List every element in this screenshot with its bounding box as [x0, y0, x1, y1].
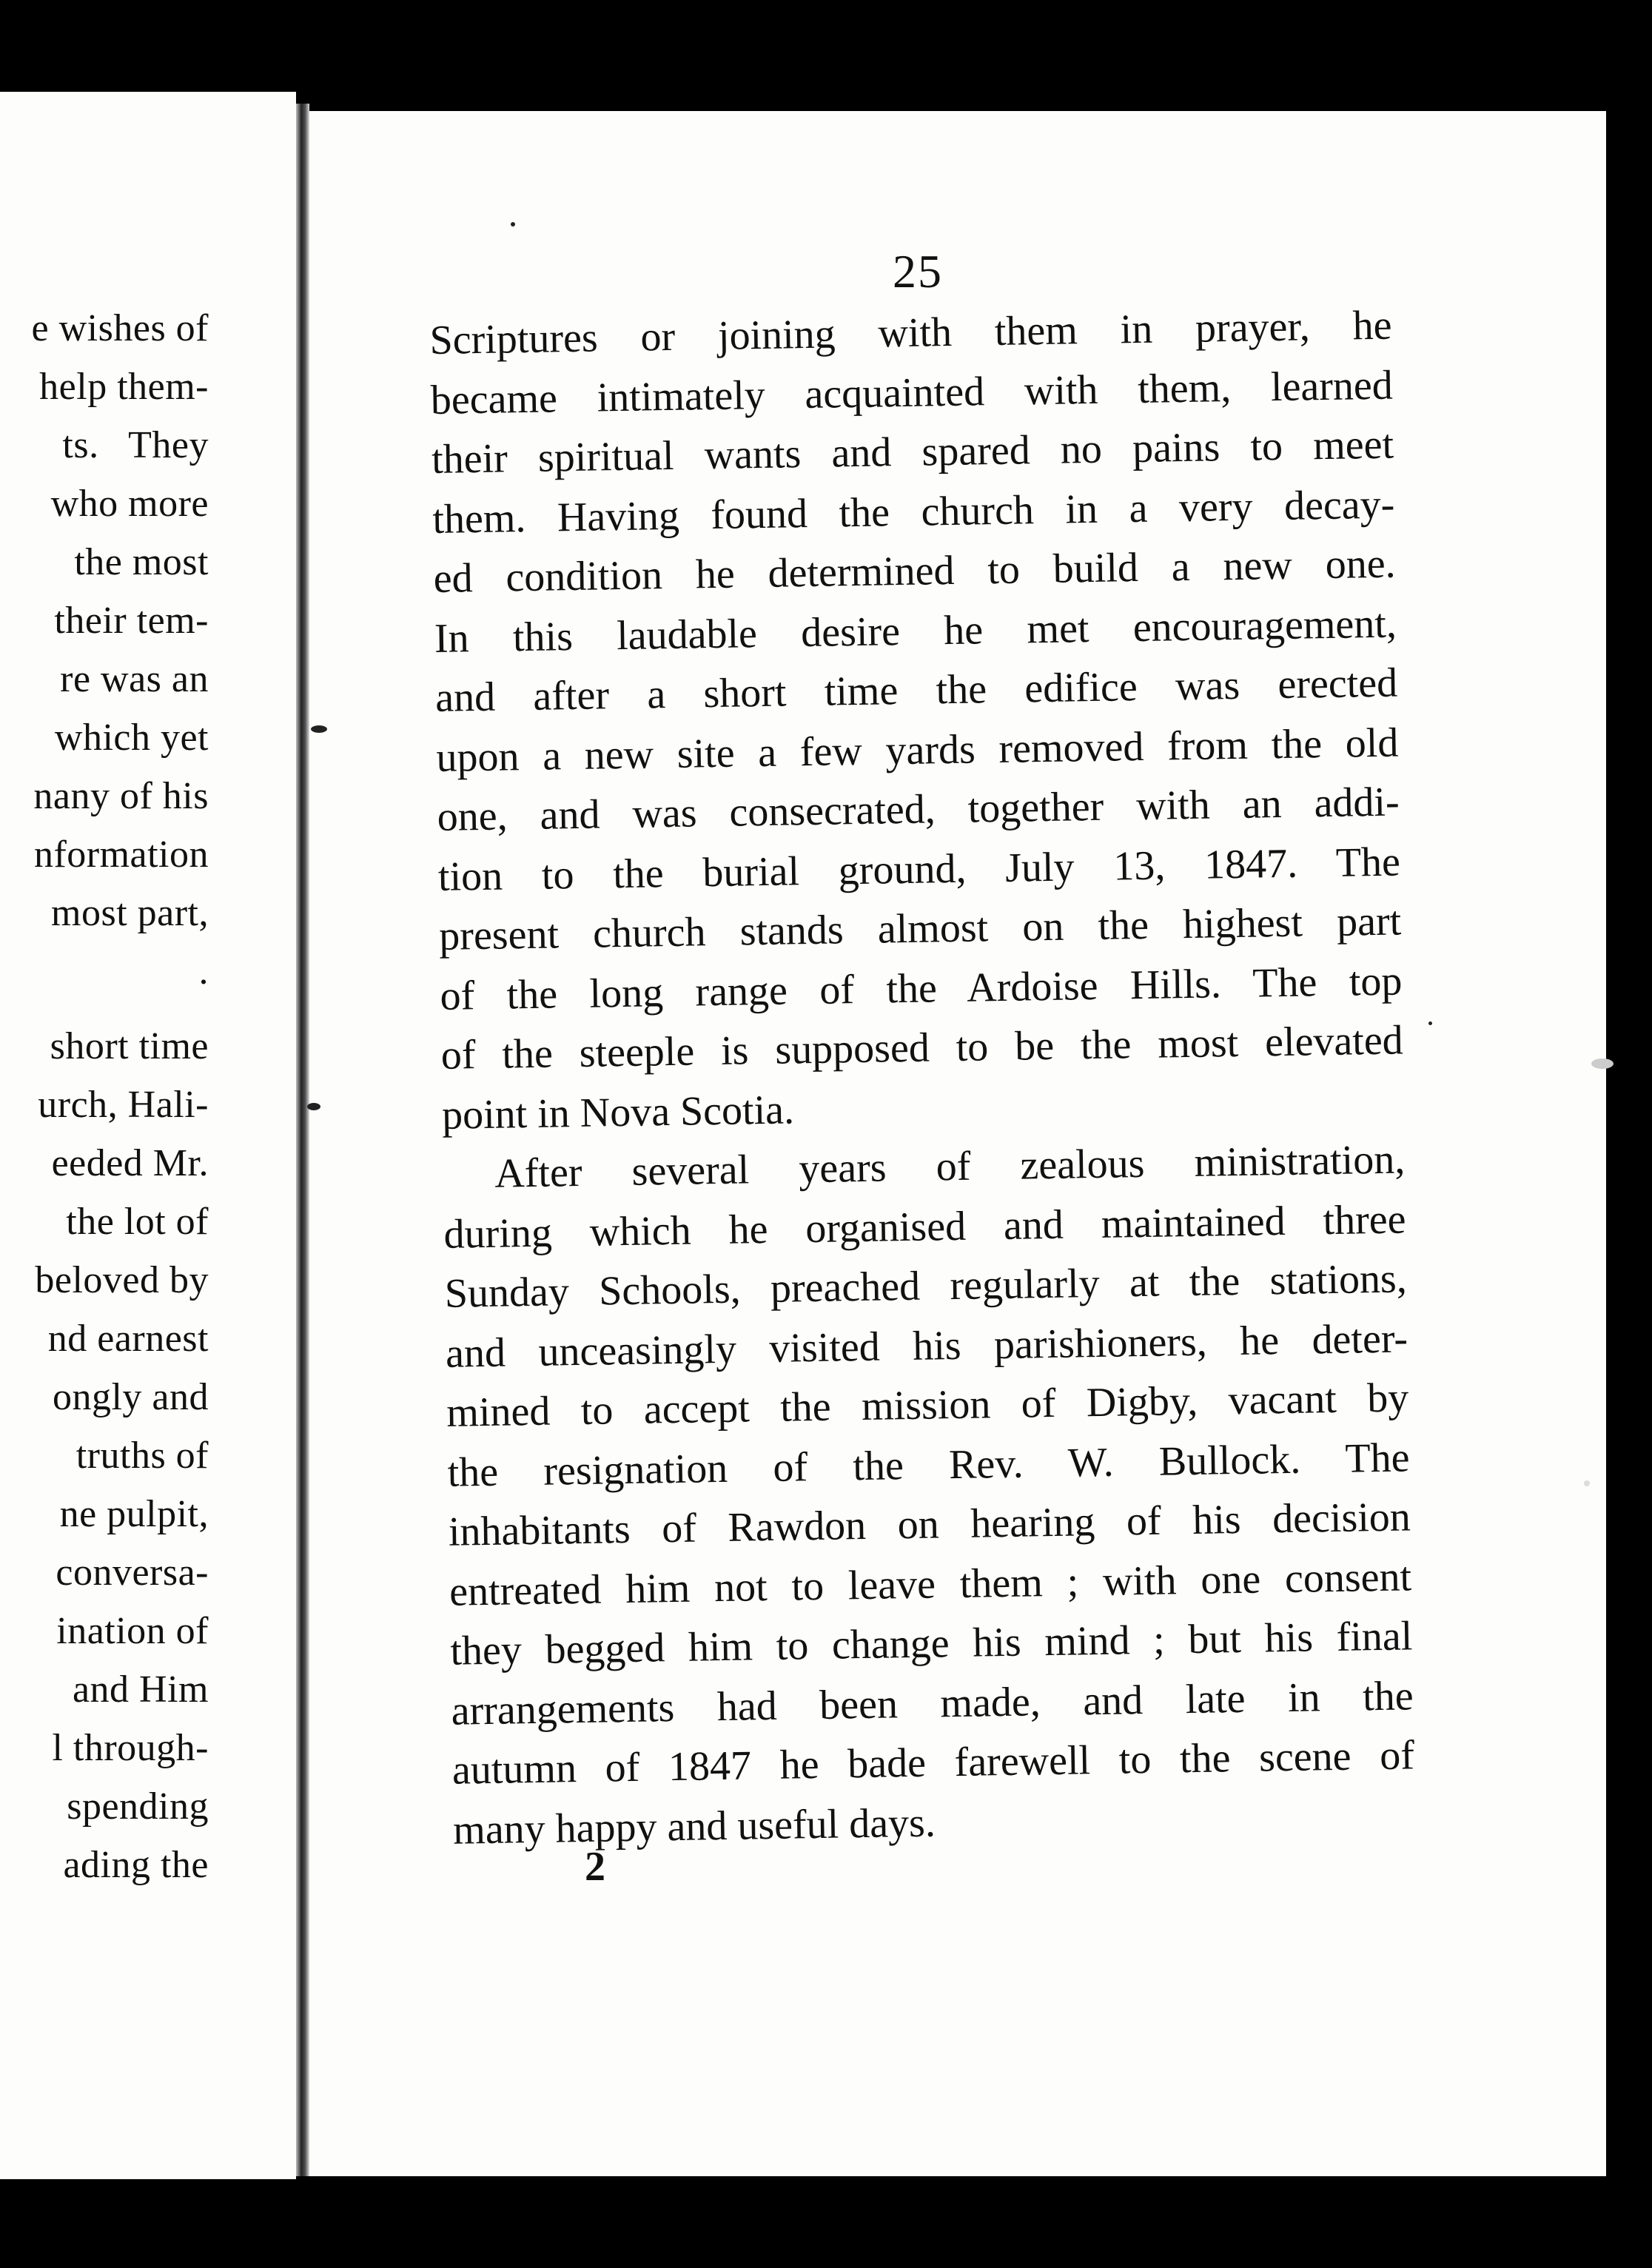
text-line: they begged him to change his mind ; but his final	[449, 1613, 1413, 1674]
text-line: inhabitants of Rawdon on hearing of his decision	[448, 1494, 1411, 1555]
page-number: 25	[893, 245, 943, 298]
left-line: the lot of	[66, 1201, 209, 1243]
scan-speck	[511, 222, 515, 227]
left-line: which yet	[54, 717, 209, 759]
left-line: nd earnest	[47, 1318, 209, 1360]
left-line: re was an	[60, 658, 209, 700]
left-line: who more	[50, 483, 209, 525]
left-line: nany of his	[33, 775, 209, 817]
text-line: of the long range of the Ardoise Hills. The top	[440, 957, 1403, 1019]
left-line: nformation	[33, 833, 209, 876]
text-line: point in Nova Scotia.	[441, 1086, 795, 1138]
text-line: and unceasingly visited his parishioners, he deter-	[445, 1315, 1408, 1377]
text-line: mined to accept the mission of Digby, vacant by	[446, 1375, 1409, 1436]
left-line: eeded Mr.	[51, 1142, 209, 1184]
left-line: e wishes of	[31, 307, 209, 349]
left-line: l through-	[52, 1727, 209, 1769]
scan-speck	[311, 725, 327, 733]
text-line: one, and was consecrated, together with an addi-	[437, 779, 1400, 840]
scan-speck	[1584, 1480, 1590, 1486]
text-line: during which he organised and maintained three	[443, 1195, 1406, 1258]
text-line: autumn of 1847 he bade farewell to the scene of	[451, 1732, 1415, 1794]
text-line: Scriptures or joining with them in prayer, he	[429, 302, 1392, 363]
text-line: Sunday Schools, preached regularly at the stations,	[444, 1255, 1408, 1317]
left-line: short time	[50, 1025, 209, 1067]
scan-speck	[1591, 1058, 1614, 1069]
left-line: the most	[74, 541, 209, 583]
left-line: conversa-	[56, 1551, 209, 1594]
left-line: ne pulpit,	[59, 1493, 209, 1535]
left-line: and Him	[72, 1668, 209, 1711]
text-line: them. Having found the church in a very decay-	[432, 481, 1395, 543]
left-line: ongly and	[52, 1376, 209, 1418]
left-line: urch, Hali-	[38, 1084, 209, 1126]
text-line: their spiritual wants and spared no pains to meet	[431, 421, 1394, 483]
text-line: tion to the burial ground, July 13, 1847. The	[437, 838, 1401, 900]
left-line: their tem-	[54, 600, 209, 642]
text-line: and after a short time the edifice was erected	[434, 660, 1398, 721]
page-body-text	[429, 296, 1416, 1860]
book-gutter	[296, 104, 309, 2176]
left-line: .	[198, 950, 209, 993]
text-line: entreated him not to leave them ; with one consent	[449, 1553, 1412, 1615]
text-line: many happy and useful days.	[452, 1799, 936, 1853]
text-line: present church stands almost on the highest part	[438, 898, 1402, 959]
left-line: help them-	[39, 366, 209, 408]
left-line: ts. They	[62, 424, 209, 466]
scan-speck	[1428, 1021, 1432, 1025]
left-page	[0, 92, 296, 2179]
left-page-text	[0, 299, 209, 1894]
text-line: In this laudable desire he met encouragement,	[434, 600, 1397, 662]
text-line: upon a new site a few yards removed from the old	[435, 719, 1399, 781]
left-line: beloved by	[35, 1259, 209, 1301]
text-line: the resignation of the Rev. W. Bullock. The	[447, 1434, 1410, 1496]
left-line: most part,	[51, 892, 209, 934]
text-line: of the steeple is supposed to be the most elevated	[440, 1017, 1404, 1078]
text-line: became intimately acquainted with them, learned	[430, 362, 1394, 423]
signature-mark: 2	[585, 1844, 605, 1890]
left-line: spending	[67, 1785, 209, 1828]
left-line: truths of	[75, 1435, 209, 1477]
left-line: ination of	[56, 1610, 209, 1652]
text-line: arrangements had been made, and late in the	[451, 1672, 1414, 1734]
paragraph-start-line: After several years of zealous ministration,	[494, 1136, 1406, 1197]
text-line: ed condition he determined to build a new one.	[433, 540, 1397, 602]
scan-speck	[307, 1103, 320, 1110]
left-line: ading the	[63, 1844, 209, 1886]
